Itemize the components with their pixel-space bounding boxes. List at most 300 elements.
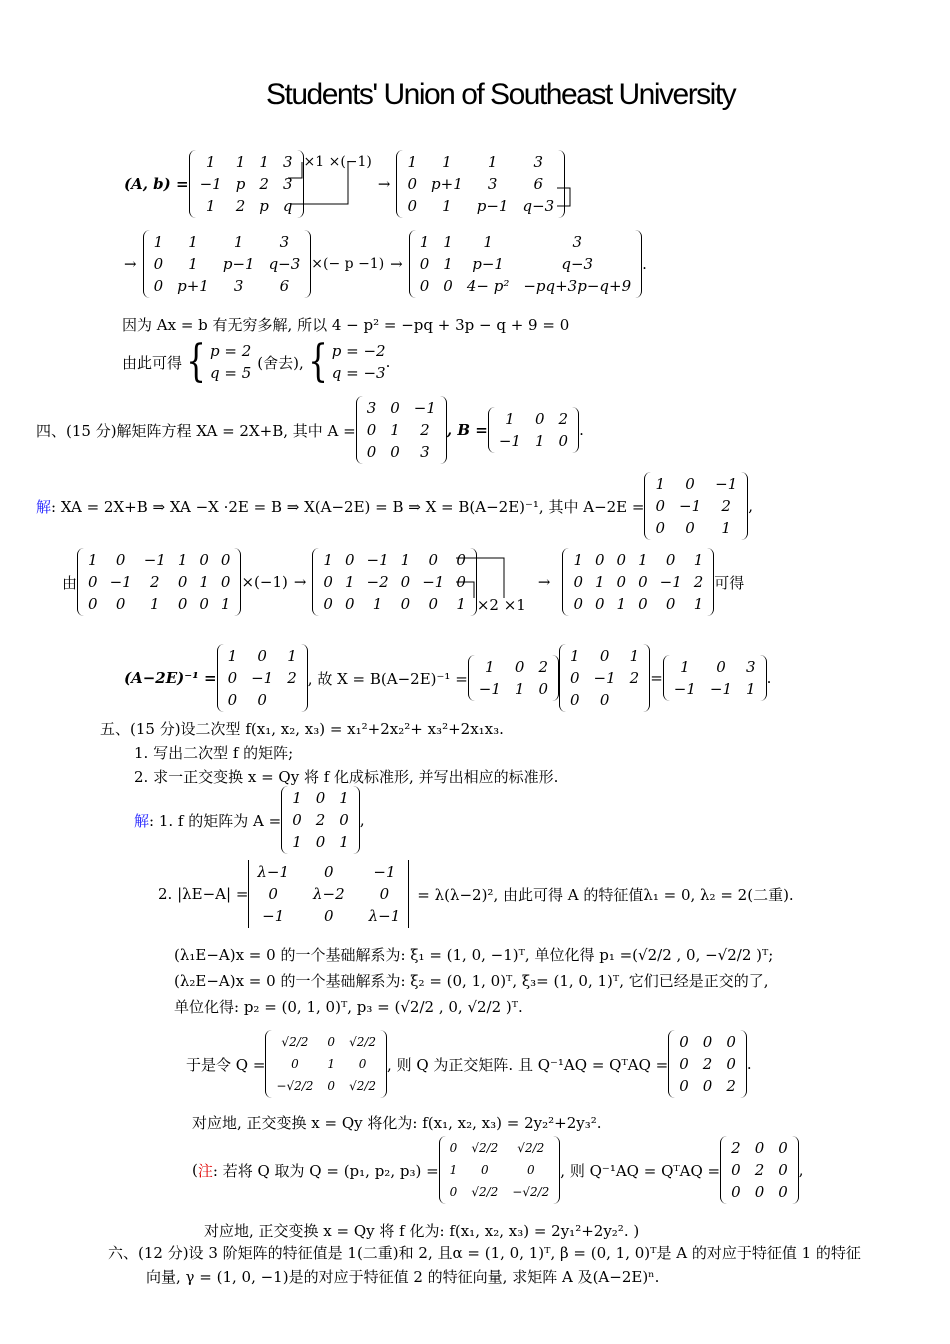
transform-line: 对应地, 正交变换 x = Qy 将化为: f(x₁, x₂, x₃) = 2y₂²+2y₃².: [192, 1114, 602, 1132]
matrix-cell: 1: [721, 519, 731, 537]
period: .: [642, 255, 647, 273]
can-get: 可得: [714, 573, 745, 592]
matrix-cell: 1: [177, 551, 188, 569]
matrix-cell: q−3: [268, 255, 301, 273]
matrix-cell: p: [235, 175, 246, 193]
matrix-cell: [630, 690, 640, 710]
matrix-cell: 0: [573, 573, 583, 591]
matrix-cell: 0: [616, 551, 627, 569]
matrix-Q: [265, 1030, 387, 1098]
row-op-arrows-2: [452, 556, 512, 606]
system-2: { p = −2 q = −3: [307, 336, 386, 387]
matrix-cell: 0: [366, 443, 377, 461]
matrix-cell: 0: [616, 573, 627, 591]
determinant: [248, 860, 409, 928]
matrix-cell: 0: [292, 811, 302, 829]
matrix-cell: 0: [268, 885, 278, 903]
matrix-cell: 0: [199, 595, 209, 613]
matrix-cell: √2/2: [517, 1141, 545, 1155]
matrix-cell: 3: [282, 175, 293, 193]
determinant-grid: [253, 860, 404, 928]
matrix-cell: 0: [115, 595, 126, 613]
matrix-cell: 3: [282, 153, 293, 171]
matrix-cell: 1: [88, 551, 98, 569]
matrix-cell: 0: [679, 1077, 689, 1095]
matrix-cell: 1: [487, 153, 498, 171]
matrix-cell: 0: [599, 691, 610, 709]
row-op-2: ×(− p −1): [311, 256, 385, 272]
matrix-cell: 0: [449, 1185, 458, 1199]
matrix-cell: √2/2: [471, 1185, 499, 1199]
matrix-cell: 0: [257, 647, 267, 665]
matrix-A5: [281, 786, 360, 854]
matrix-cell: 0: [419, 255, 430, 273]
matrix-cell: 1: [629, 647, 640, 665]
matrix-step-3: [143, 230, 312, 298]
matrix-cell: 1: [188, 233, 198, 251]
matrix-cell: −1: [659, 573, 682, 591]
matrix-cell: 1: [514, 680, 525, 698]
matrix-cell: 1: [449, 1163, 458, 1177]
infinite-solutions-line: 因为 Ax = b 有无穷多解, 所以 4 − p² = −pq + 3p − q + 9 = 0: [122, 316, 570, 334]
matrix-aug1: [77, 548, 241, 616]
matrix-cell: 0: [407, 175, 418, 193]
matrix-cell: 1: [199, 573, 209, 591]
matrix-cell: 1: [616, 595, 627, 613]
matrix-cell: −√2/2: [276, 1079, 314, 1093]
period: .: [746, 1055, 752, 1073]
matrix-cell: −1: [715, 475, 738, 493]
matrix-cell: 2: [754, 1161, 765, 1179]
matrix-cell: 3: [487, 175, 498, 193]
matrix-A5-grid: [288, 786, 353, 854]
matrix-cell: 1: [443, 255, 453, 273]
matrix-cell: q−3: [522, 197, 555, 215]
comma: ,: [798, 1161, 804, 1179]
matrix-aug3: [562, 548, 714, 616]
row-determinant: [158, 860, 794, 928]
matrix-cell: −1: [673, 680, 696, 698]
problem-5-q1: 1. 写出二次型 f 的矩阵;: [134, 744, 294, 762]
matrix-D: [668, 1030, 747, 1098]
matrix-cell: 0: [323, 595, 333, 613]
matrix-cell: 0: [456, 573, 466, 591]
note-open: (: [192, 1161, 198, 1179]
matrix-cell: 1: [594, 573, 605, 591]
matrix-cell: √2/2: [281, 1035, 309, 1049]
matrix-cell: 3: [420, 443, 430, 461]
matrix-cell: 1: [693, 595, 704, 613]
row-problem-4: [36, 396, 584, 464]
matrix-cell: 0: [443, 277, 453, 295]
matrix-cell: 6: [279, 277, 290, 295]
matrix-cell: 1: [149, 595, 160, 613]
matrix-cell: 1: [344, 573, 355, 591]
basis-line-1: (λ₁E−A)x = 0 的一个基础解系为: ξ₁ = (1, 0, −1)ᵀ, 单位化得 p₁ =(√2/2 , 0, −√2/2 )ᵀ;: [174, 946, 774, 964]
matrix-cell: 4− p²: [466, 277, 510, 295]
matrix-cell: 1: [407, 153, 418, 171]
matrix-cell: 0: [716, 658, 726, 676]
matrix-cell: 2: [731, 1139, 741, 1157]
b-label: , B =: [446, 421, 488, 439]
matrix-cell: 3: [533, 153, 544, 171]
matrix-cell: 0: [594, 595, 605, 613]
matrix-X: [663, 655, 767, 701]
matrix-cell: 1: [419, 233, 430, 251]
matrix-cell: 0: [227, 691, 238, 709]
result-prefix: 由此可得: [122, 353, 183, 372]
matrix-cell: 0: [220, 573, 231, 591]
matrix-cell: λ−1: [368, 907, 401, 925]
matrix-cell: 0: [538, 680, 548, 698]
matrix-cell: 1: [400, 551, 411, 569]
matrix-cell: 1: [534, 432, 545, 450]
row-reduction-2: [124, 230, 647, 298]
matrix-cell: 0: [569, 691, 580, 709]
note-label: 注: [197, 1161, 213, 1180]
matrix-cell: 0: [379, 885, 390, 903]
matrix-cell: 2: [287, 669, 297, 687]
matrix-cell: 3: [746, 658, 756, 676]
matrix-cell: 0: [88, 573, 98, 591]
matrix-cell: √2/2: [471, 1141, 499, 1155]
matrix-cell: −1: [262, 907, 285, 925]
matrix-A2E-grid: [651, 472, 741, 540]
matrix-cell: 0: [778, 1161, 788, 1179]
eigen-text: = λ(λ−2)², 由此可得 A 的特征值λ₁ = 0, λ₂ = 2(二重).: [417, 885, 794, 904]
comma: ,: [748, 497, 754, 515]
row-ops-1: ×1 ×(−1): [303, 154, 372, 170]
matrix-cell: −2: [366, 573, 389, 591]
matrix-cell: 1: [443, 233, 453, 251]
problem-6-line1: 六、(12 分)设 3 阶矩阵的特征值是 1(二重)和 2, 且α = (1, 0, 1)ᵀ, β = (0, 1, 0)ᵀ是 A 的对应于特征值 1 的特征: [108, 1244, 861, 1262]
matrix-cell: 0: [655, 519, 666, 537]
matrix-cell: 2: [558, 410, 569, 428]
matrix-cell: 0: [153, 277, 164, 295]
matrix-cell: −√2/2: [512, 1185, 550, 1199]
matrix-cell: 0: [327, 1079, 336, 1093]
matrix-cell: p−1: [222, 255, 255, 273]
note-then: , 则 Q⁻¹AQ = QᵀAQ =: [560, 1161, 721, 1180]
matrix-step-3-grid: [150, 230, 305, 298]
matrix-cell: −1: [593, 669, 616, 687]
matrix-cell: 0: [344, 595, 355, 613]
x-label: , 故 X = B(A−2E)⁻¹ =: [307, 669, 468, 688]
solution-text-4: : XA = 2X+B ⇒ XA −X ·2E = B ⇒ X(A−2E) = B ⇒ X = B(A−2E)⁻¹, 其中 A−2E =: [51, 497, 645, 516]
matrix-Q-grid: [272, 1030, 380, 1098]
matrix-cell: 0: [88, 595, 98, 613]
matrix-cell: p+1: [431, 175, 463, 193]
sys1-p: p = 2: [210, 342, 252, 360]
matrix-cell: 0: [638, 595, 648, 613]
inverse-label: (A−2E)⁻¹ =: [124, 669, 217, 687]
matrix-cell: 1: [372, 595, 383, 613]
matrix-cell: 0: [480, 1163, 489, 1177]
period: .: [579, 421, 584, 439]
matrix-cell: 3: [279, 233, 290, 251]
matrix-cell: −1: [498, 432, 521, 450]
matrix-cell: p−1: [476, 197, 509, 215]
matrix-cell: 0: [390, 443, 400, 461]
matrix-B4: [488, 407, 579, 453]
page-title: Students' Union of Southeast University: [266, 78, 736, 111]
matrix-cell: 0: [291, 1057, 299, 1071]
matrix-cell: 1: [205, 197, 216, 215]
row-augmented: [62, 548, 744, 616]
matrix-cell: 1: [456, 595, 466, 613]
matrix-cell: 2: [721, 497, 731, 515]
matrix-cell: 0: [594, 551, 605, 569]
matrix-cell: 1: [292, 833, 302, 851]
matrix-cell: −1: [478, 680, 501, 698]
by-label: 由: [62, 573, 78, 592]
matrix-cell: 1: [655, 475, 666, 493]
matrix-cell: 0: [315, 789, 326, 807]
matrix-cell: 0: [220, 551, 231, 569]
period: .: [766, 669, 772, 687]
matrix-cell: 1: [442, 153, 452, 171]
matrix-cell: 0: [257, 691, 267, 709]
matrix-inverse-grid: [224, 644, 301, 712]
arrow-2: →: [124, 255, 137, 273]
matrix-cell: 2: [420, 421, 430, 439]
matrix-cell: 0: [456, 551, 466, 569]
matrix-cell: 2: [629, 669, 640, 687]
problem-6-line2: 向量, γ = (1, 0, −1)是的对应于特征值 2 的特征向量, 求矩阵 A 及(A−2E)ⁿ.: [146, 1268, 660, 1286]
matrix-cell: 1: [227, 647, 238, 665]
arrow-1: →: [377, 175, 391, 193]
matrix-D2: [720, 1136, 799, 1204]
matrix-aug2-grid: [319, 548, 469, 616]
matrix-A4: [356, 396, 447, 464]
matrix-cell: 1: [746, 680, 756, 698]
matrix-cell: 1: [188, 255, 198, 273]
matrix-cell: √2/2: [349, 1035, 377, 1049]
matrix-cell: 1: [205, 153, 216, 171]
matrix-cell: 0: [400, 573, 411, 591]
matrix-cell: 0: [324, 863, 334, 881]
matrix-cell: 1: [235, 153, 246, 171]
matrix-cell: −1: [422, 573, 445, 591]
let-q: 于是令 Q =: [186, 1055, 266, 1074]
matrix-cell: 0: [534, 410, 545, 428]
matrix-inverse-repeat: [559, 644, 650, 712]
row-inverse: [124, 644, 771, 712]
matrix-cell: −1: [413, 399, 436, 417]
matrix-cell: 0: [685, 475, 695, 493]
matrix-Q2: [439, 1136, 561, 1204]
matrix-cell: 2: [149, 573, 160, 591]
matrix-cell: 0: [315, 833, 326, 851]
matrix-cell: 0: [177, 595, 188, 613]
matrix-cell: 0: [327, 1035, 336, 1049]
matrix-cell: 0: [428, 595, 439, 613]
matrix-cell: √2/2: [349, 1079, 377, 1093]
period: .: [385, 353, 391, 371]
matrix-cell: 1: [442, 197, 452, 215]
matrix-cell: λ−2: [313, 885, 345, 903]
note-text: : 若将 Q 取为 Q = (p₁, p₂, p₃) =: [212, 1161, 439, 1180]
matrix-aug1-grid: [84, 548, 234, 616]
matrix-cell: 0: [558, 432, 569, 450]
matrix-cell: 1: [339, 833, 349, 851]
matrix-cell: 1: [485, 658, 495, 676]
matrix-cell: 0: [428, 551, 439, 569]
matrix-inverse: [217, 644, 308, 712]
matrix-cell: −1: [199, 175, 222, 193]
matrix-cell: 0: [778, 1139, 788, 1157]
matrix-cell: 0: [638, 573, 648, 591]
matrix-cell: 1: [638, 551, 648, 569]
matrix-cell: q: [282, 197, 293, 215]
note-end: 对应地, 正交变换 x = Qy 将 f 化为: f(x₁, x₂, x₃) = 2y₁²+2y₂². ): [204, 1222, 640, 1240]
arrow-4: →: [293, 573, 307, 591]
matrix-cell: 0: [400, 595, 411, 613]
matrix-cell: −1: [109, 573, 132, 591]
matrix-cell: 2: [315, 811, 326, 829]
matrix-cell: 0: [665, 551, 676, 569]
matrix-cell: 0: [115, 551, 126, 569]
matrix-cell: 0: [449, 1141, 458, 1155]
matrix-cell: 1: [693, 551, 704, 569]
matrix-cell: 0: [754, 1183, 765, 1201]
row-result: [122, 336, 391, 387]
matrix-cell: 0: [358, 1057, 367, 1071]
matrix-cell: 1: [323, 551, 333, 569]
matrix-cell: 0: [731, 1183, 741, 1201]
matrix-cell: 1: [327, 1057, 336, 1071]
det-label: 2. |λE−A| =: [158, 885, 249, 903]
matrix-cell: 0: [655, 497, 666, 515]
matrix-cell: 3: [366, 399, 377, 417]
sys2-q: q = −3: [331, 364, 386, 382]
matrix-cell: 1: [569, 647, 580, 665]
aug2-op: ×2 ×1: [476, 596, 526, 614]
solution-label-4: 解: [36, 497, 52, 516]
matrix-cell: [287, 690, 297, 710]
matrix-cell: 0: [679, 1033, 689, 1051]
matrix-cell: 2: [235, 197, 246, 215]
matrix-cell: 0: [754, 1139, 765, 1157]
matrix-cell: 1: [573, 551, 583, 569]
matrix-cell: 0: [419, 277, 430, 295]
ortho-text: , 则 Q 为正交矩阵. 且 Q⁻¹AQ = QᵀAQ =: [387, 1055, 669, 1074]
matrix-aug3-grid: [569, 548, 707, 616]
row-q-matrix: [186, 1030, 752, 1098]
matrix-cell: 3: [233, 277, 244, 295]
row-note: [192, 1136, 804, 1204]
matrix-cell: 0: [573, 595, 583, 613]
matrix-cell: 2: [693, 573, 704, 591]
problem-5: 五、(15 分)设二次型 f(x₁, x₂, x₃) = x₁²+2x₂²+ x₃²+2x₁x₃.: [100, 720, 504, 738]
matrix-cell: p+1: [177, 277, 209, 295]
system-1: { p = 2 q = 5: [186, 336, 252, 387]
matrix-cell: 0: [569, 669, 580, 687]
matrix-cell: 0: [685, 519, 695, 537]
matrix-cell: 0: [177, 573, 188, 591]
sys1-q: q = 5: [210, 364, 252, 382]
matrix-D-grid: [675, 1030, 740, 1098]
matrix-D2-grid: [727, 1136, 792, 1204]
matrix-cell: 1: [220, 595, 231, 613]
matrix-cell: −1: [143, 551, 166, 569]
matrix-cell: p: [259, 197, 269, 215]
problem-5-q2: 2. 求一正交变换 x = Qy 将 f 化成标准形, 并写出相应的标准形.: [134, 768, 559, 786]
matrix-cell: 1: [390, 421, 400, 439]
matrix-cell: −1: [679, 497, 702, 515]
matrix-cell: p−1: [472, 255, 504, 273]
row-solution-4: [36, 472, 753, 540]
matrix-A2E: [644, 472, 748, 540]
basis-line-2: (λ₂E−A)x = 0 的一个基础解系为: ξ₂ = (0, 1, 0)ᵀ, ξ₃= (1, 0, 1)ᵀ, 它们已经是正交的了,: [174, 972, 769, 990]
matrix-cell: 3: [572, 233, 582, 251]
matrix-cell: −1: [366, 551, 389, 569]
matrix-cell: 0: [344, 551, 355, 569]
matrix-cell: q−3: [561, 255, 594, 273]
matrix-cell: 0: [526, 1163, 535, 1177]
matrix-cell: 0: [199, 551, 209, 569]
matrix-cell: 2: [702, 1055, 713, 1073]
matrix-cell: 0: [153, 255, 164, 273]
matrix-B4-grid: [495, 407, 572, 453]
matrix-cell: 1: [505, 410, 515, 428]
matrix-cell: 1: [233, 233, 244, 251]
matrix-cell: −1: [373, 863, 396, 881]
matrix-cell: 0: [665, 595, 676, 613]
matrix-Q2-grid: [446, 1136, 554, 1204]
problem-4-text: 四、(15 分)解矩阵方程 XA = 2X+B, 其中 A =: [36, 421, 356, 440]
matrix-cell: −1: [251, 669, 274, 687]
matrix-cell: 0: [731, 1161, 741, 1179]
arrow-5: →: [537, 573, 551, 591]
matrix-cell: 0: [702, 1077, 713, 1095]
matrix-cell: 1: [153, 233, 164, 251]
matrix-cell: −1: [709, 680, 733, 698]
matrix-cell: 0: [726, 1033, 736, 1051]
matrix-cell: 0: [323, 573, 333, 591]
matrix-cell: 0: [679, 1055, 689, 1073]
matrix-cell: 0: [227, 669, 238, 687]
matrix-B4-repeat-grid: [475, 655, 552, 701]
matrix-A4-grid: [363, 396, 440, 464]
comma: ,: [359, 811, 365, 829]
matrix-cell: 0: [390, 399, 400, 417]
matrix-cell: 1: [339, 789, 349, 807]
matrix-cell: 0: [324, 907, 334, 925]
sys2-p: p = −2: [331, 342, 386, 360]
matrix-cell: 2: [538, 658, 548, 676]
row-matrix-f: [134, 786, 365, 854]
matrix-inverse-repeat-grid: [566, 644, 643, 712]
matrix-cell: 0: [407, 197, 418, 215]
matrix-cell: 1: [292, 789, 302, 807]
ab-label: (A, b) =: [124, 175, 189, 193]
aug1-op: ×(−1): [241, 573, 288, 591]
matrix-cell: 0: [726, 1055, 736, 1073]
matrix-cell: 0: [339, 811, 349, 829]
arrow-3: →: [390, 255, 403, 273]
solution-label-5: 解: [134, 811, 150, 830]
matrix-cell: 0: [366, 421, 377, 439]
matrix-cell: 1: [483, 233, 493, 251]
matrix-cell: 2: [726, 1077, 736, 1095]
unit-line: 单位化得: p₂ = (0, 1, 0)ᵀ, p₃ = (√2/2 , 0, √2/2 )ᵀ.: [174, 998, 523, 1016]
matrix-cell: λ−1: [257, 863, 290, 881]
matrix-cell: 1: [680, 658, 690, 676]
matrix-cell: 0: [599, 647, 610, 665]
matrix-cell: 0: [778, 1183, 788, 1201]
matrix-B4-repeat: [468, 655, 559, 701]
